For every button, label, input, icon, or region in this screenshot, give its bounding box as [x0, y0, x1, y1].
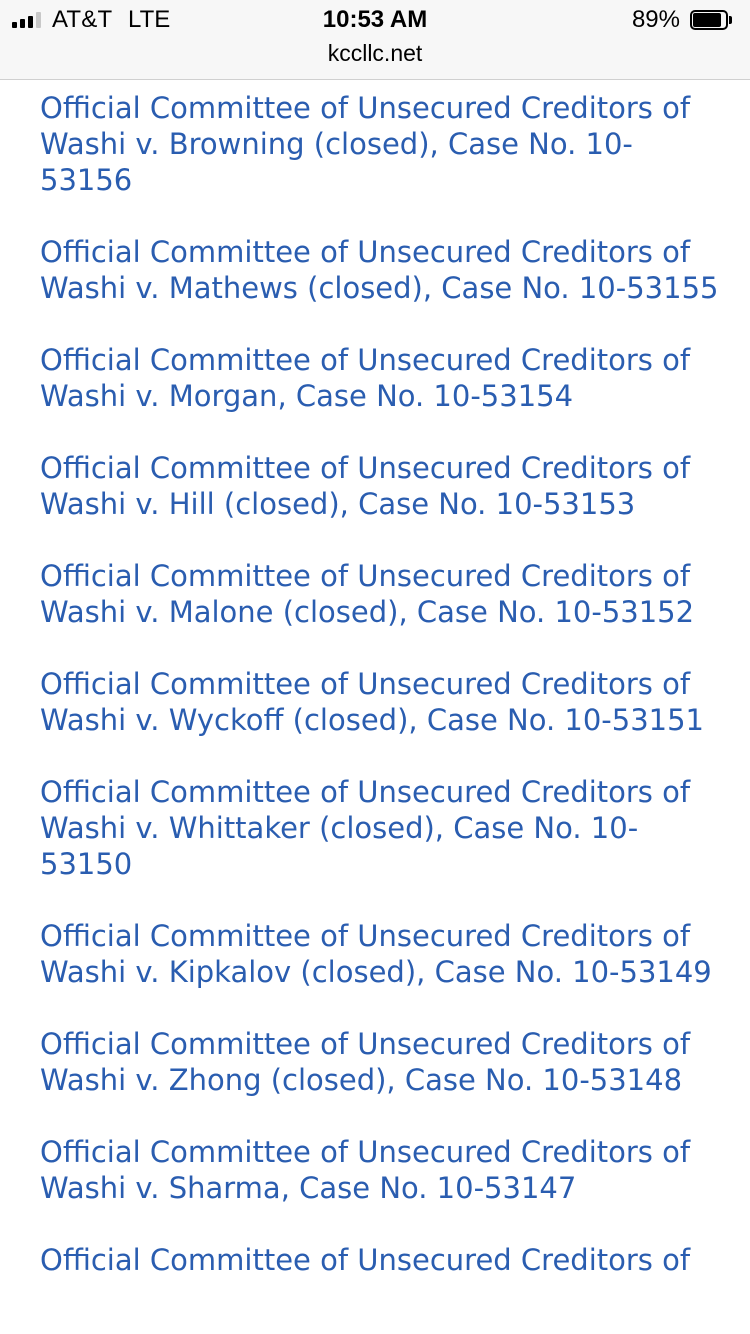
network-type: LTE: [128, 6, 171, 33]
case-link[interactable]: Official Committee of Unsecured Creditors of Washi v. Wyckoff (closed), Case No. 10-53151: [40, 667, 705, 737]
case-link[interactable]: Official Committee of Unsecured Creditors of Washi v. Sharma, Case No. 10-53147: [40, 1135, 691, 1205]
case-list: [40, 90, 720, 1314]
case-link[interactable]: Official Committee of Unsecured Creditors of Washi v. Zhong (closed), Case No. 10-53148: [40, 1027, 691, 1097]
case-link[interactable]: Official Committee of Unsecured Creditors of Washi v. Kipkalov (closed), Case No. 10-53149: [40, 919, 712, 989]
status-time: 10:53 AM: [322, 6, 428, 33]
status-bar: [0, 0, 750, 80]
case-link[interactable]: Official Committee of Unsecured Creditors of Washi v. Browning (closed), Case No. 10-53156: [40, 91, 691, 197]
battery-icon: [690, 10, 734, 30]
case-link[interactable]: Official Committee of Unsecured Creditors of Washi v. Whittaker (closed), Case No. 10-53150: [40, 775, 691, 881]
case-link[interactable]: Official Committee of Unsecured Creditors of: [40, 1243, 691, 1277]
battery-percent: 89%: [631, 6, 680, 33]
case-link[interactable]: Official Committee of Unsecured Creditors of Washi v. Malone (closed), Case No. 10-53152: [40, 559, 695, 629]
address-bar-url[interactable]: kccllc.net: [327, 40, 423, 66]
case-link[interactable]: Official Committee of Unsecured Creditors of Washi v. Morgan, Case No. 10-53154: [40, 343, 691, 413]
case-link[interactable]: Official Committee of Unsecured Creditors of Washi v. Mathews (closed), Case No. 10-53155: [40, 235, 719, 305]
case-link[interactable]: Official Committee of Unsecured Creditors of Washi v. Hill (closed), Case No. 10-53153: [40, 451, 691, 521]
carrier-name: AT&T: [52, 6, 113, 33]
battery-fill: [693, 13, 721, 27]
